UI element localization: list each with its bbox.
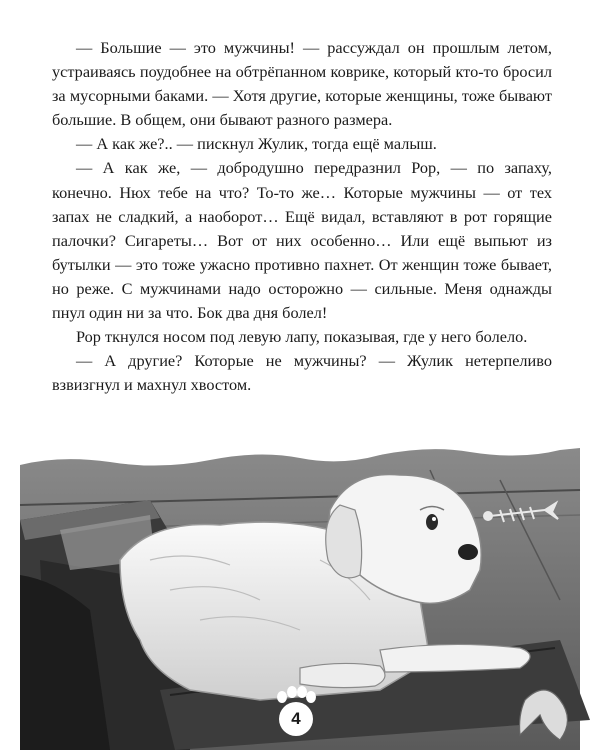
paragraph-2: — А как же?.. — пискнул Жулик, тогда ещё малыш. [76,134,437,154]
paragraph-5: — А другие? Которые не мужчины? — Жулик нетерпеливо взвизгнул и махнул хвостом. [52,351,552,395]
page-number: 4 [291,709,301,728]
paragraph-1: — Большие — это мужчины! — рассуждал он прошлым летом, устраиваясь поудобнее на обтрёпанном коврике, который кто-то бросил за мусорными баками. — Хотя другие, которые женщины, тоже бывают большие. В общем, они бывают разного размера. [52,38,552,130]
paragraph-4: Рор ткнулся носом под левую лапу, показывая, где у него болело. [76,327,528,347]
story-text [52,36,552,397]
paragraph-3: — А как же, — добродушно передразнил Рор, — по запаху, конечно. Нюх тебе на что? То-то же… Которые мужчины — от тех запах не сладкий, а наоборот… Ещё видал, вставляют в рот горящие палочки? Сигареты… Вот от них особенно… Или ещё выпьют из бутылки — это тоже ужасно противно пахнет. От женщин тоже бывает, но реже. С мужчинами надо осторожно — сильные. Меня однажды пнул один ни за что. Бок два дня болел! [52,158,552,323]
